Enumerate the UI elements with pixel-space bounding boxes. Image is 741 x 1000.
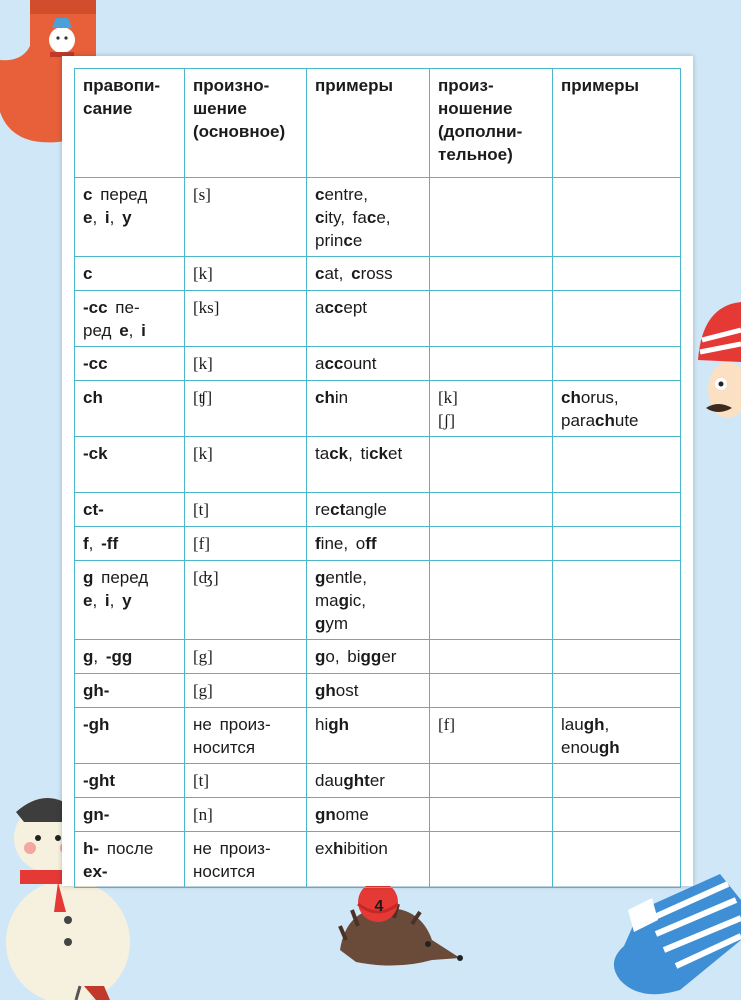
examples-cell: accept [307,291,430,347]
examples-cell: centre, city, face, prince [307,178,430,257]
examples-cell: go, bigger [307,640,430,674]
additional-examples-cell [553,561,681,640]
spelling-cell: -ck [75,437,185,493]
additional-pronunciation-cell [430,561,553,640]
table-header-row [75,69,681,178]
spelling-cell: ch [75,381,185,437]
spelling-cell: gh- [75,674,185,708]
examples-cell: account [307,347,430,381]
examples-cell: tack, ticket [307,437,430,493]
spelling-cell: -ght [75,764,185,798]
spelling-cell: h- после ex- [75,832,185,888]
examples-cell: ghost [307,674,430,708]
examples-cell: fine, off [307,527,430,561]
additional-pronunciation-cell [430,257,553,291]
examples-cell: rectangle [307,493,430,527]
main-pronunciation-cell: [k] [185,257,307,291]
main-pronunciation-cell: [ʧ] [185,381,307,437]
additional-examples-cell [553,832,681,888]
spelling-cell: -cc пе- ред e, i [75,291,185,347]
additional-pronunciation-cell [430,640,553,674]
additional-pronunciation-cell: [k] [ʃ] [430,381,553,437]
main-pronunciation-cell: [t] [185,764,307,798]
additional-pronunciation-cell [430,527,553,561]
examples-cell: gentle, magic, gym [307,561,430,640]
additional-pronunciation-cell [430,764,553,798]
table-row [75,178,681,257]
table-row [75,347,681,381]
examples-cell: high [307,708,430,764]
additional-examples-cell [553,640,681,674]
table-row [75,493,681,527]
main-pronunciation-cell: [f] [185,527,307,561]
table-row [75,527,681,561]
additional-pronunciation-cell: [f] [430,708,553,764]
additional-examples-cell [553,257,681,291]
additional-examples-cell [553,291,681,347]
spelling-cell: f, -ff [75,527,185,561]
spelling-cell: c [75,257,185,291]
examples-cell: cat, cross [307,257,430,291]
main-pronunciation-cell: [k] [185,347,307,381]
table-row [75,437,681,493]
examples-cell: exhibition [307,832,430,888]
additional-pronunciation-cell [430,832,553,888]
spelling-cell: c перед e, i, y [75,178,185,257]
column-header: произно- шение (основное) [185,69,307,178]
spelling-cell: gn- [75,798,185,832]
main-pronunciation-cell: не произ- носится [185,708,307,764]
additional-pronunciation-cell [430,674,553,708]
spelling-cell: g, -gg [75,640,185,674]
table-row [75,832,681,888]
elf-face-illustration-icon [688,300,741,425]
column-header: примеры [307,69,430,178]
table-row [75,764,681,798]
examples-cell: daughter [307,764,430,798]
table-row [75,381,681,437]
additional-pronunciation-cell [430,493,553,527]
table-row [75,640,681,674]
sock-striped-illustration-icon [600,870,741,1000]
main-pronunciation-cell: [ks] [185,291,307,347]
main-pronunciation-cell: [t] [185,493,307,527]
additional-pronunciation-cell [430,178,553,257]
additional-examples-cell [553,798,681,832]
column-header: правопи- сание [75,69,185,178]
additional-examples-cell [553,674,681,708]
column-header: произ- ношение (дополни- тельное) [430,69,553,178]
additional-examples-cell: chorus, parachute [553,381,681,437]
additional-pronunciation-cell [430,347,553,381]
examples-cell: chin [307,381,430,437]
main-pronunciation-cell: [k] [185,437,307,493]
additional-examples-cell [553,437,681,493]
main-pronunciation-cell: не произ- носится [185,832,307,888]
examples-cell: gnome [307,798,430,832]
additional-pronunciation-cell [430,291,553,347]
spelling-cell: -cc [75,347,185,381]
hedgehog-illustration-icon [336,880,466,970]
table-row [75,798,681,832]
spelling-table [74,68,681,888]
main-pronunciation-cell: [ʤ] [185,561,307,640]
column-header: примеры [553,69,681,178]
spelling-cell: -gh [75,708,185,764]
table-row [75,674,681,708]
table-row [75,561,681,640]
spelling-cell: g перед e, i, y [75,561,185,640]
additional-pronunciation-cell [430,437,553,493]
additional-examples-cell: laugh, enough [553,708,681,764]
page-number: 4 [374,898,384,915]
additional-examples-cell [553,347,681,381]
additional-pronunciation-cell [430,798,553,832]
table-row [75,257,681,291]
main-pronunciation-cell: [n] [185,798,307,832]
table-row [75,291,681,347]
page-sheet [62,56,693,886]
table-row [75,708,681,764]
main-pronunciation-cell: [g] [185,674,307,708]
additional-examples-cell [553,178,681,257]
spelling-cell: ct- [75,493,185,527]
additional-examples-cell [553,527,681,561]
main-pronunciation-cell: [s] [185,178,307,257]
additional-examples-cell [553,764,681,798]
additional-examples-cell [553,493,681,527]
main-pronunciation-cell: [g] [185,640,307,674]
